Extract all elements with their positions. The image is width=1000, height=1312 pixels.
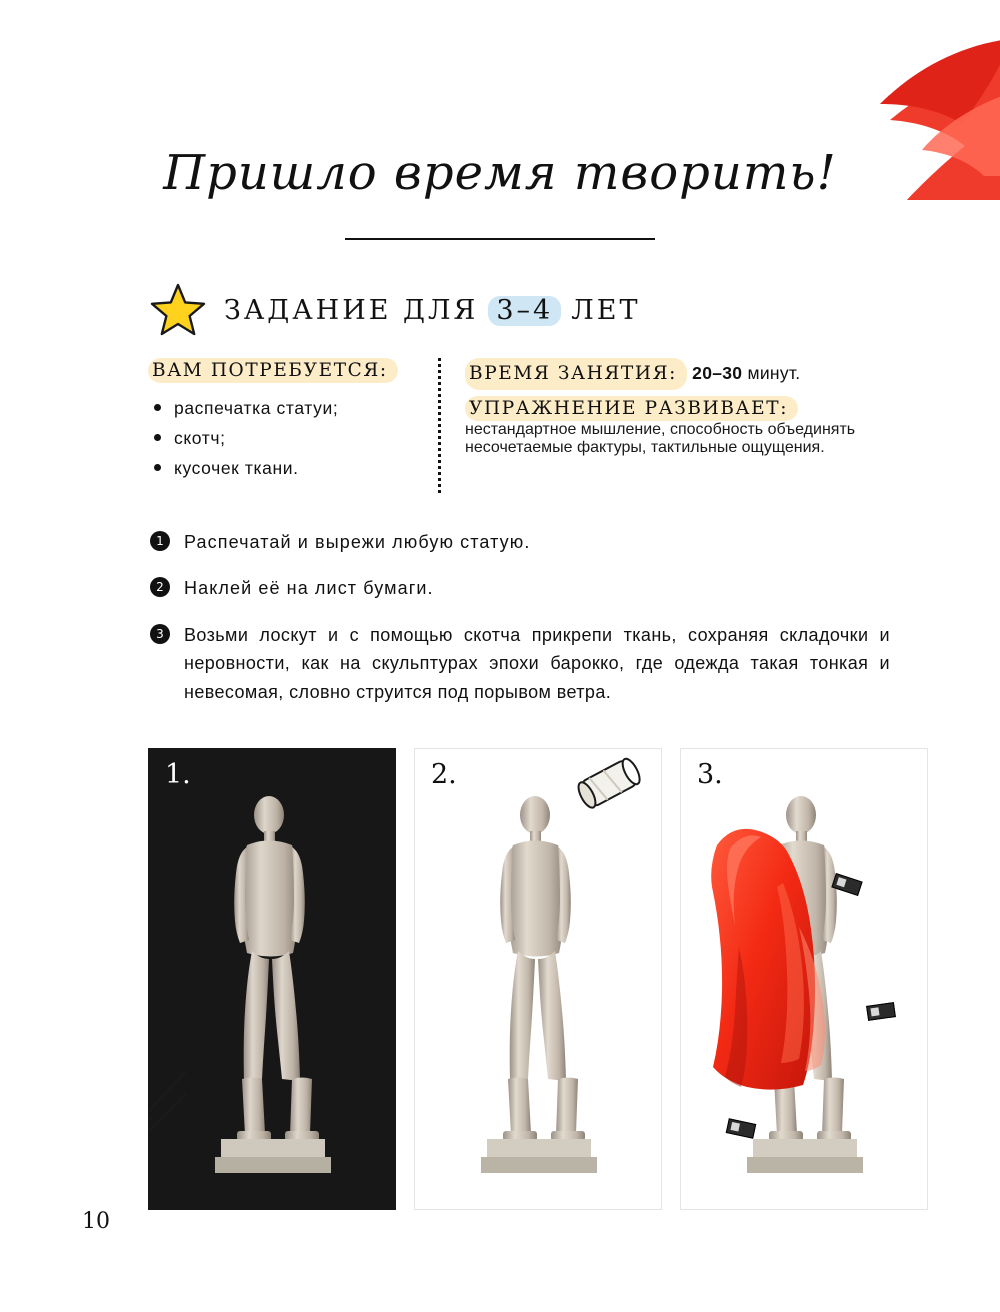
- task-heading: [150, 283, 640, 337]
- list-item: скотч;: [148, 423, 428, 453]
- task-label-prefix: ЗАДАНИЕ ДЛЯ: [224, 294, 479, 326]
- statue-figure: [463, 787, 613, 1187]
- step-item: [150, 621, 890, 706]
- time-value: 20–30: [692, 363, 743, 383]
- step-number: 3: [150, 624, 170, 644]
- statue-photo-glued: [414, 748, 662, 1210]
- develops-label: УПРАЖНЕНИЕ РАЗВИВАЕТ:: [465, 396, 798, 421]
- steps-list: [150, 528, 890, 724]
- tape-roll-icon: [573, 753, 647, 817]
- tape-clip: [866, 1002, 896, 1021]
- step-text: Наклей её на лист бумаги.: [184, 578, 434, 599]
- step-item: [150, 528, 890, 556]
- materials-block: [148, 358, 428, 493]
- statue-photo-draped: [680, 748, 928, 1210]
- step-number: 1: [150, 531, 170, 551]
- step-number: 2: [150, 577, 170, 597]
- develops-text: нестандартное мышление, способность объединять несочетаемые фактуры, тактильные ощущения.: [465, 421, 856, 457]
- step-text: Возьми лоскут и с помощью скотча прикрепи ткань, сохраняя складочки и неровности, как на скульптурах эпохи барокко, где одежда такая тонкая и невесомая, словно струится под порывом ветра.: [184, 624, 890, 702]
- materials-list: [148, 393, 428, 483]
- panel-number: 3.: [697, 759, 723, 790]
- statue-silhouette: [197, 787, 347, 1187]
- statue-photo-cut: [148, 748, 396, 1210]
- task-age-range: 3–4: [488, 294, 561, 327]
- develops-line: [465, 396, 858, 457]
- materials-heading: ВАМ ПОТРЕБУЕТСЯ:: [148, 358, 398, 383]
- list-item: кусочек ткани.: [148, 453, 428, 483]
- list-item: распечатка статуи;: [148, 393, 428, 423]
- illustration-panels: [148, 748, 928, 1210]
- scissors-icon: [148, 1059, 204, 1169]
- panel-number: 1.: [165, 759, 191, 790]
- details-block: [465, 358, 858, 493]
- dotted-divider: [438, 358, 441, 493]
- step-item: [150, 574, 890, 602]
- time-label: ВРЕМЯ ЗАНЯТИЯ:: [465, 358, 687, 390]
- page-title: Пришло время творить!: [163, 145, 837, 201]
- info-columns: [148, 358, 858, 493]
- star-icon: [150, 283, 206, 337]
- statue-silhouette: [463, 787, 613, 1187]
- time-unit: минут.: [747, 363, 801, 383]
- step-text: Распечатай и вырежи любую статую.: [184, 532, 531, 552]
- page-number: 10: [82, 1209, 110, 1234]
- time-line: [465, 358, 858, 390]
- statue-figure: [197, 787, 347, 1187]
- task-label-suffix: ЛЕТ: [571, 294, 641, 326]
- title-divider: [345, 238, 655, 240]
- panel-number: 2.: [431, 759, 457, 790]
